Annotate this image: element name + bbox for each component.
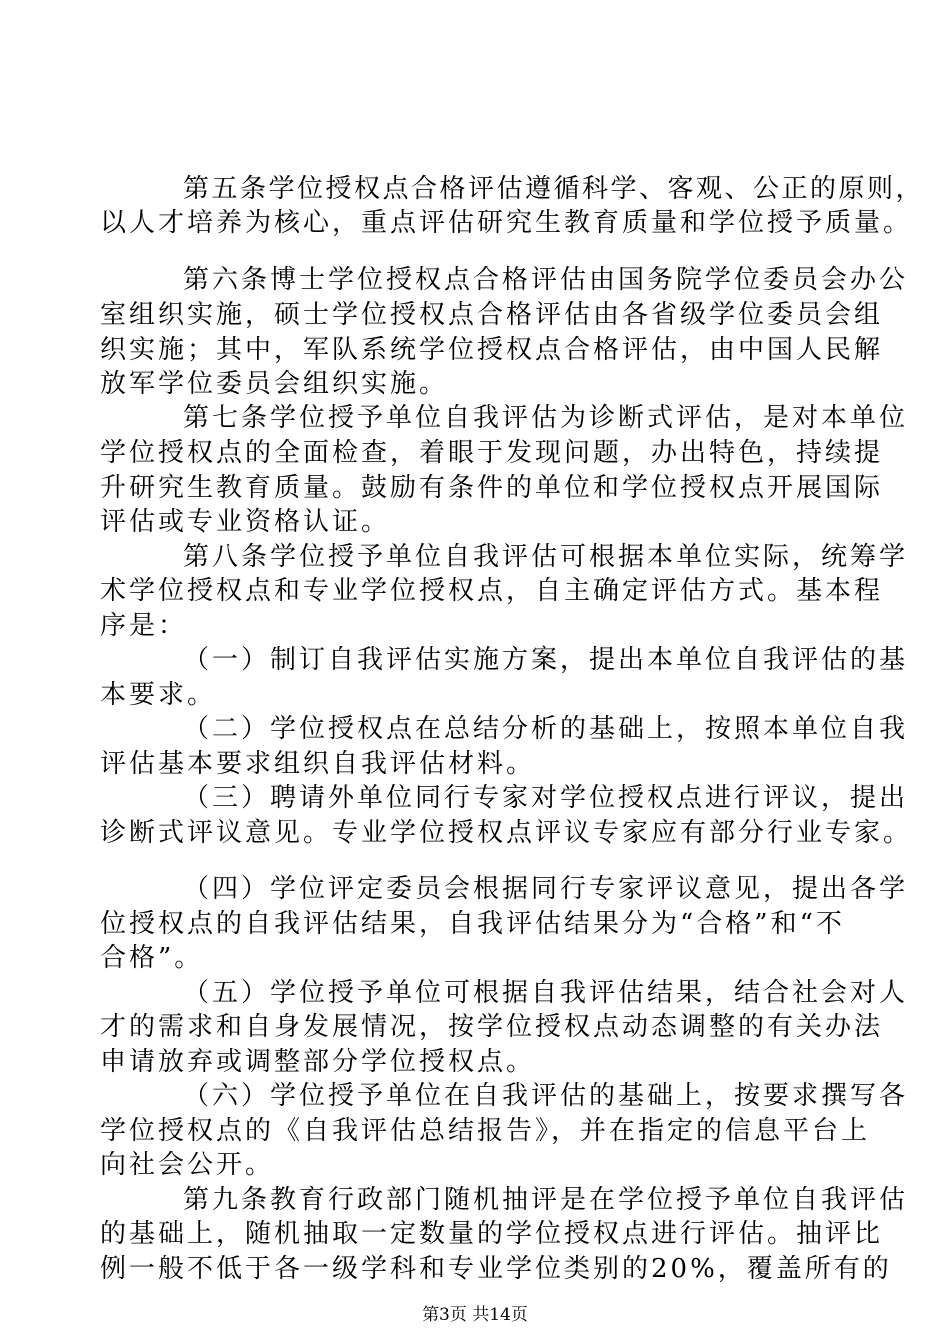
- text-line-28: 向社会公开。: [100, 1150, 275, 1180]
- text-line-16: （二）学位授权点在总结分析的基础上，按照本单位自我: [183, 714, 909, 744]
- text-line-26: （六）学位授予单位在自我评估的基础上，按要求撰写各: [183, 1081, 909, 1111]
- text-line-19: 诊断式评议意见。专业学位授权点评议专家应有部分行业专家。: [100, 818, 913, 848]
- text-line-17: 评估基本要求组织自我评估材料。: [100, 749, 536, 779]
- text-line-5: 织实施；其中，军队系统学位授权点合格评估，由中国人民解: [100, 335, 884, 365]
- text-line-7: 第七条学位授予单位自我评估为诊断式评估，是对本单位: [183, 403, 909, 433]
- text-line-6: 放军学位委员会组织实施。: [100, 369, 449, 399]
- text-line-8: 学位授权点的全面检查，着眼于发现问题，办出特色，持续提: [100, 438, 884, 468]
- text-line-12: 术学位授权点和专业学位授权点，自主确定评估方式。基本程: [100, 576, 884, 606]
- text-line-29: 第九条教育行政部门随机抽评是在学位授予单位自我评估: [183, 1185, 909, 1215]
- text-line-23: （五）学位授予单位可根据自我评估结果，结合社会对人: [183, 978, 909, 1008]
- text-line-25: 申请放弃或调整部分学位授权点。: [100, 1047, 536, 1077]
- text-line-1: 第五条学位授权点合格评估遵循科学、客观、公正的原则，: [183, 174, 925, 204]
- text-line-24: 才的需求和自身发展情况，按学位授权点动态调整的有关办法: [100, 1012, 884, 1042]
- text-line-22: 合格”。: [100, 943, 204, 973]
- text-line-10: 评估或专业资格认证。: [100, 507, 391, 537]
- text-line-14: （一）制订自我评估实施方案，提出本单位自我评估的基: [183, 645, 909, 675]
- text-line-15: 本要求。: [100, 680, 217, 710]
- text-line-20: （四）学位评定委员会根据同行专家评议意见，提出各学: [183, 874, 909, 904]
- text-line-18: （三）聘请外单位同行专家对学位授权点进行评议，提出: [183, 783, 909, 813]
- text-line-9: 升研究生教育质量。鼓励有条件的单位和学位授权点开展国际: [100, 473, 884, 503]
- text-line-13: 序是：: [100, 611, 188, 641]
- text-line-2: 以人才培养为核心，重点评估研究生教育质量和学位授予质量。: [100, 208, 913, 238]
- page-number-footer: 第3页 共14页: [422, 1305, 528, 1325]
- text-line-21: 位授权点的自我评估结果，自我评估结果分为“合格”和“不: [100, 909, 845, 939]
- text-line-3: 第六条博士学位授权点合格评估由国务院学位委员会办公: [183, 265, 909, 295]
- text-line-11: 第八条学位授予单位自我评估可根据本单位实际，统筹学: [183, 542, 909, 572]
- text-line-27: 学位授权点的《自我评估总结报告》，并在指定的信息平台上: [100, 1116, 871, 1146]
- text-line-4: 室组织实施，硕士学位授权点合格评估由各省级学位委员会组: [100, 300, 884, 330]
- text-line-30: 的基础上，随机抽取一定数量的学位授权点进行评估。抽评比: [100, 1219, 884, 1249]
- text-line-31: 例一般不低于各一级学科和专业学位类别的20%，覆盖所有的: [100, 1254, 892, 1284]
